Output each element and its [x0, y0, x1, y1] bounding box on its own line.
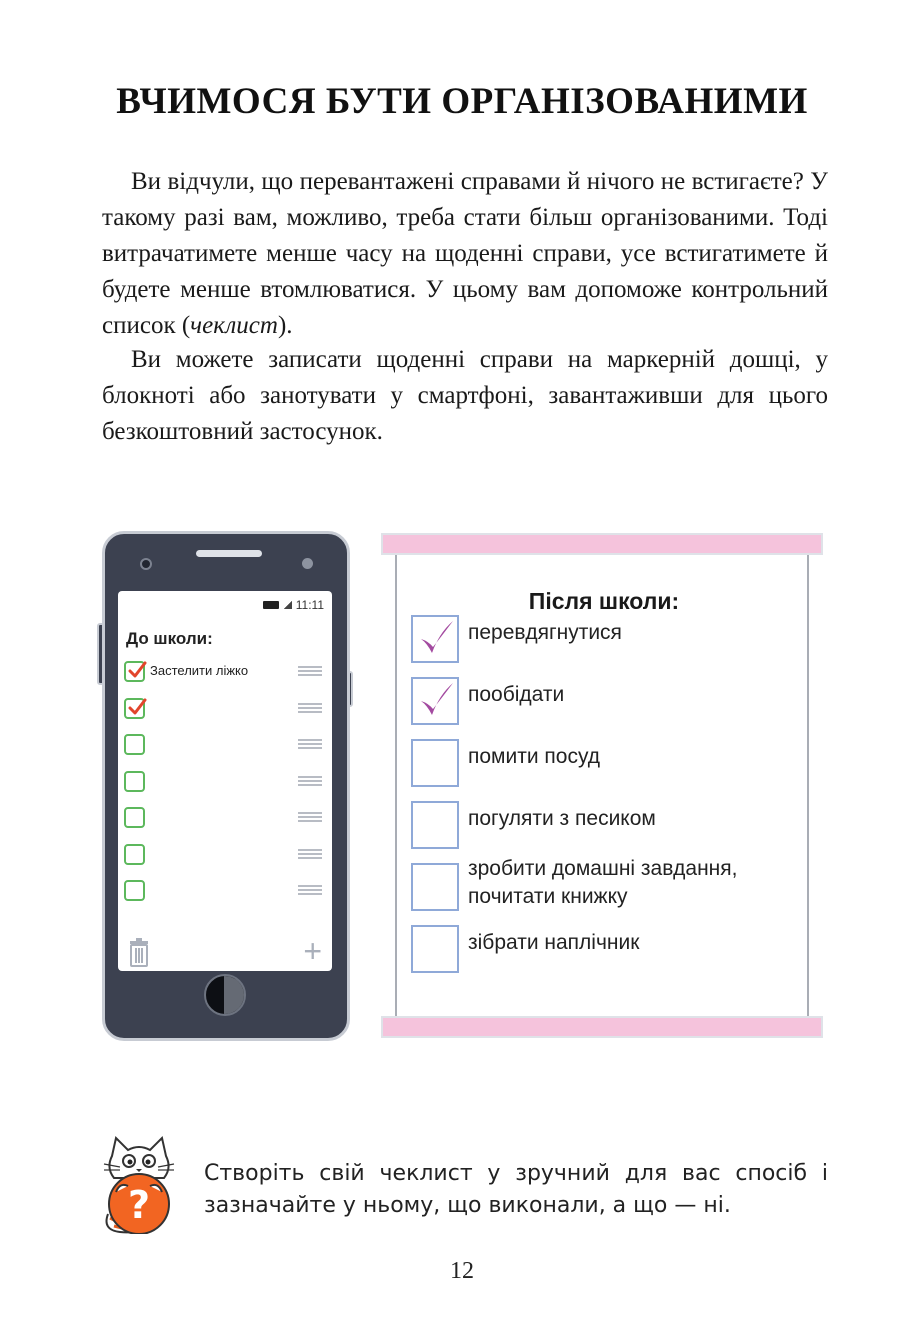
phone-list-row: [124, 771, 326, 795]
checkbox[interactable]: [124, 880, 145, 901]
drag-handle-icon[interactable]: [298, 703, 322, 715]
checkbox[interactable]: [411, 615, 459, 663]
emphasized-term: чеклист: [190, 312, 278, 339]
checklist-title: Після школи:: [528, 588, 680, 614]
battery-icon: [263, 601, 279, 609]
sensor-icon: [302, 558, 313, 569]
scroll-bottom-bar: [381, 1016, 823, 1038]
drag-handle-icon[interactable]: [298, 666, 322, 678]
checkbox[interactable]: [124, 807, 145, 828]
phone-list-row: [124, 734, 326, 758]
checklist-item-label: помити посуд: [468, 745, 601, 768]
checklist-item-label: зібрати наплічник: [468, 931, 640, 954]
page-number: 12: [450, 1258, 474, 1284]
checklist-item-label: погуляти з песиком: [468, 807, 656, 830]
status-bar: [263, 598, 324, 612]
checklist-item-label: перевдягнутися: [468, 621, 622, 644]
phone-list-row: [124, 698, 326, 722]
scroll-top-bar: [381, 533, 823, 555]
hint-text: Створіть свій чеклист у зручний для вас спосіб і зазначайте у ньому, що виконали, а що — ні.: [204, 1161, 828, 1218]
drag-handle-icon[interactable]: [298, 812, 322, 824]
checkbox[interactable]: [124, 844, 145, 865]
page-title: ВЧИМОСЯ БУТИ ОРГАНІЗОВАНИМИ: [116, 81, 808, 122]
checkbox[interactable]: [124, 661, 145, 682]
second-paragraph: Ви можете записати щоденні справи на маркерній дошці, у блокноті або занотувати у смартфоні, завантаживши для цього безкоштовний застосунок.: [102, 346, 828, 445]
checkbox[interactable]: [411, 739, 459, 787]
checklist-item-label: пообідати: [468, 683, 565, 706]
checkbox[interactable]: [411, 801, 459, 849]
phone-list-row: [124, 807, 326, 831]
phone-illustration: [102, 531, 350, 1041]
home-button[interactable]: [204, 974, 246, 1016]
phone-list-row: [124, 661, 326, 685]
phone-speaker: [196, 550, 262, 557]
checkbox[interactable]: [124, 734, 145, 755]
phone-screen: [118, 591, 332, 971]
phone-row-label: Застелити ліжко: [150, 663, 249, 678]
intro-paragraph: Ви відчули, що перевантажені справами й нічого не встигаєте? У такому разі вам, можливо, треба стати більш організованими. Тоді витрачатимете менше часу на щоденні справи, усе встигатимете й будете менше втомлюватися. У цьому вам допоможе контрольний список (чеклист).: [102, 168, 828, 339]
plus-icon[interactable]: +: [303, 933, 322, 969]
checkbox[interactable]: [124, 771, 145, 792]
phone-list-row: [124, 880, 326, 904]
cat-question-icon: [100, 1134, 178, 1234]
status-time: 11:11: [295, 598, 324, 612]
checkbox[interactable]: [411, 863, 459, 911]
checklist-item-label: зробити домашні завдання, почитати книжку: [468, 857, 738, 908]
checkbox[interactable]: [411, 925, 459, 973]
phone-list-title: До школи:: [126, 629, 213, 648]
camera-icon: [140, 558, 152, 570]
drag-handle-icon[interactable]: [298, 849, 322, 861]
svg-text:?: ?: [127, 1183, 151, 1227]
checklist-board: [381, 533, 823, 1038]
drag-handle-icon[interactable]: [298, 885, 322, 897]
phone-list-row: [124, 844, 326, 868]
drag-handle-icon[interactable]: [298, 739, 322, 751]
checkbox[interactable]: [124, 698, 145, 719]
signal-icon: [283, 601, 292, 609]
drag-handle-icon[interactable]: [298, 776, 322, 788]
checklist-sheet: [395, 553, 809, 1019]
checkbox[interactable]: [411, 677, 459, 725]
trash-icon[interactable]: [128, 937, 150, 967]
